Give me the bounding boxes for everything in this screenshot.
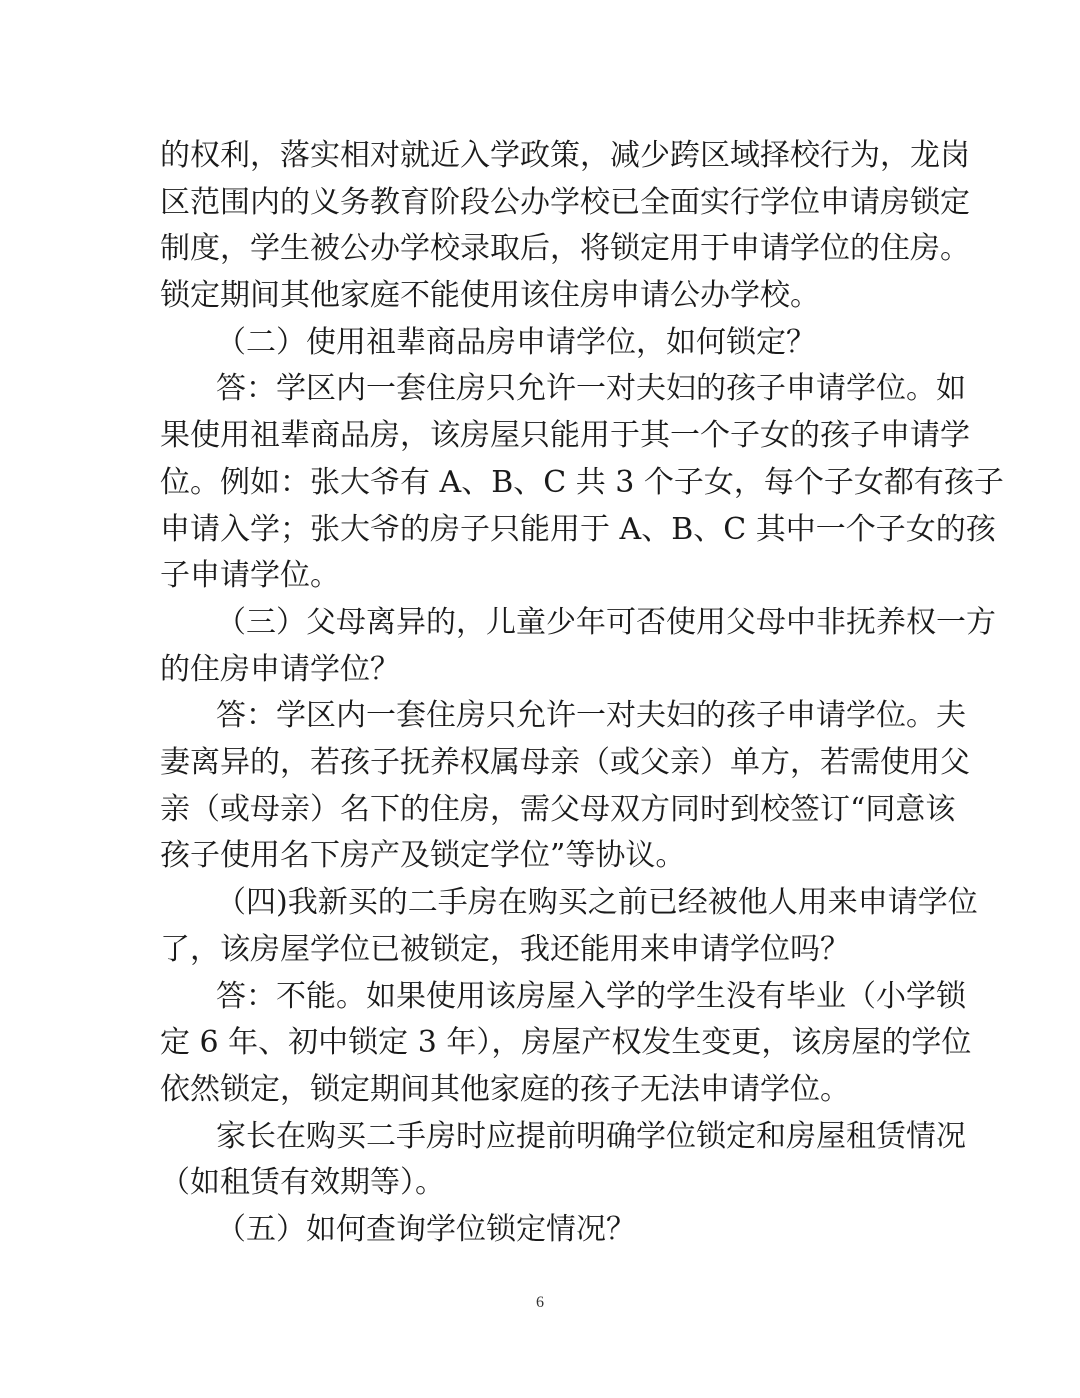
paragraph-line: 位。例如：张大爷有 A、B、C 共 3 个子女，每个子女都有孩子 bbox=[160, 464, 1004, 500]
paragraph-line: 制度，学生被公办学校录取后，将锁定用于申请学位的住房。 bbox=[160, 231, 970, 267]
section-heading: （三）父母离异的，儿童少年可否使用父母中非抚养权一方 bbox=[216, 604, 996, 640]
paragraph-line: 妻离异的，若孩子抚养权属母亲（或父亲）单方，若需使用父 bbox=[160, 745, 970, 781]
paragraph-line: 的权利，落实相对就近入学政策，减少跨区域择校行为，龙岗 bbox=[160, 138, 970, 173]
section-heading: 的住房申请学位？ bbox=[160, 651, 400, 687]
paragraph-line: 答：学区内一套住房只允许一对夫妇的孩子申请学位。如 bbox=[216, 371, 966, 407]
section-heading: （二）使用祖辈商品房申请学位，如何锁定？ bbox=[216, 324, 816, 360]
paragraph-line: 锁定期间其他家庭不能使用该住房申请公办学校。 bbox=[160, 278, 820, 314]
paragraph-line: （如租赁有效期等）。 bbox=[160, 1165, 445, 1201]
paragraph-line: 子申请学位。 bbox=[160, 558, 340, 594]
section-heading: （四)我新买的二手房在购买之前已经被他人用来申请学位 bbox=[216, 885, 978, 921]
page-number: 6 bbox=[536, 1294, 544, 1311]
paragraph-line: 亲（或母亲）名下的住房，需父母双方同时到校签订“同意该 bbox=[160, 791, 956, 827]
paragraph-line: 孩子使用名下房产及锁定学位”等协议。 bbox=[160, 838, 686, 874]
paragraph-line: 区范围内的义务教育阶段公办学校已全面实行学位申请房锁定 bbox=[160, 184, 970, 220]
section-heading: 了，该房屋学位已被锁定，我还能用来申请学位吗？ bbox=[160, 931, 850, 967]
paragraph-line: 果使用祖辈商品房，该房屋只能用于其一个子女的孩子申请学 bbox=[160, 418, 970, 454]
paragraph-line: 依然锁定，锁定期间其他家庭的孩子无法申请学位。 bbox=[160, 1071, 850, 1107]
section-heading: （五）如何查询学位锁定情况？ bbox=[216, 1212, 636, 1247]
paragraph-line: 申请入学；张大爷的房子只能用于 A、B、C 其中一个子女的孩 bbox=[160, 511, 996, 547]
paragraph-line: 定 6 年、初中锁定 3 年），房屋产权发生变更，该房屋的学位 bbox=[160, 1025, 972, 1061]
paragraph-line: 答：不能。如果使用该房屋入学的学生没有毕业（小学锁 bbox=[216, 978, 966, 1014]
paragraph-line: 家长在购买二手房时应提前明确学位锁定和房屋租赁情况 bbox=[216, 1118, 966, 1154]
paragraph-line: 答：学区内一套住房只允许一对夫妇的孩子申请学位。夫 bbox=[216, 698, 966, 734]
